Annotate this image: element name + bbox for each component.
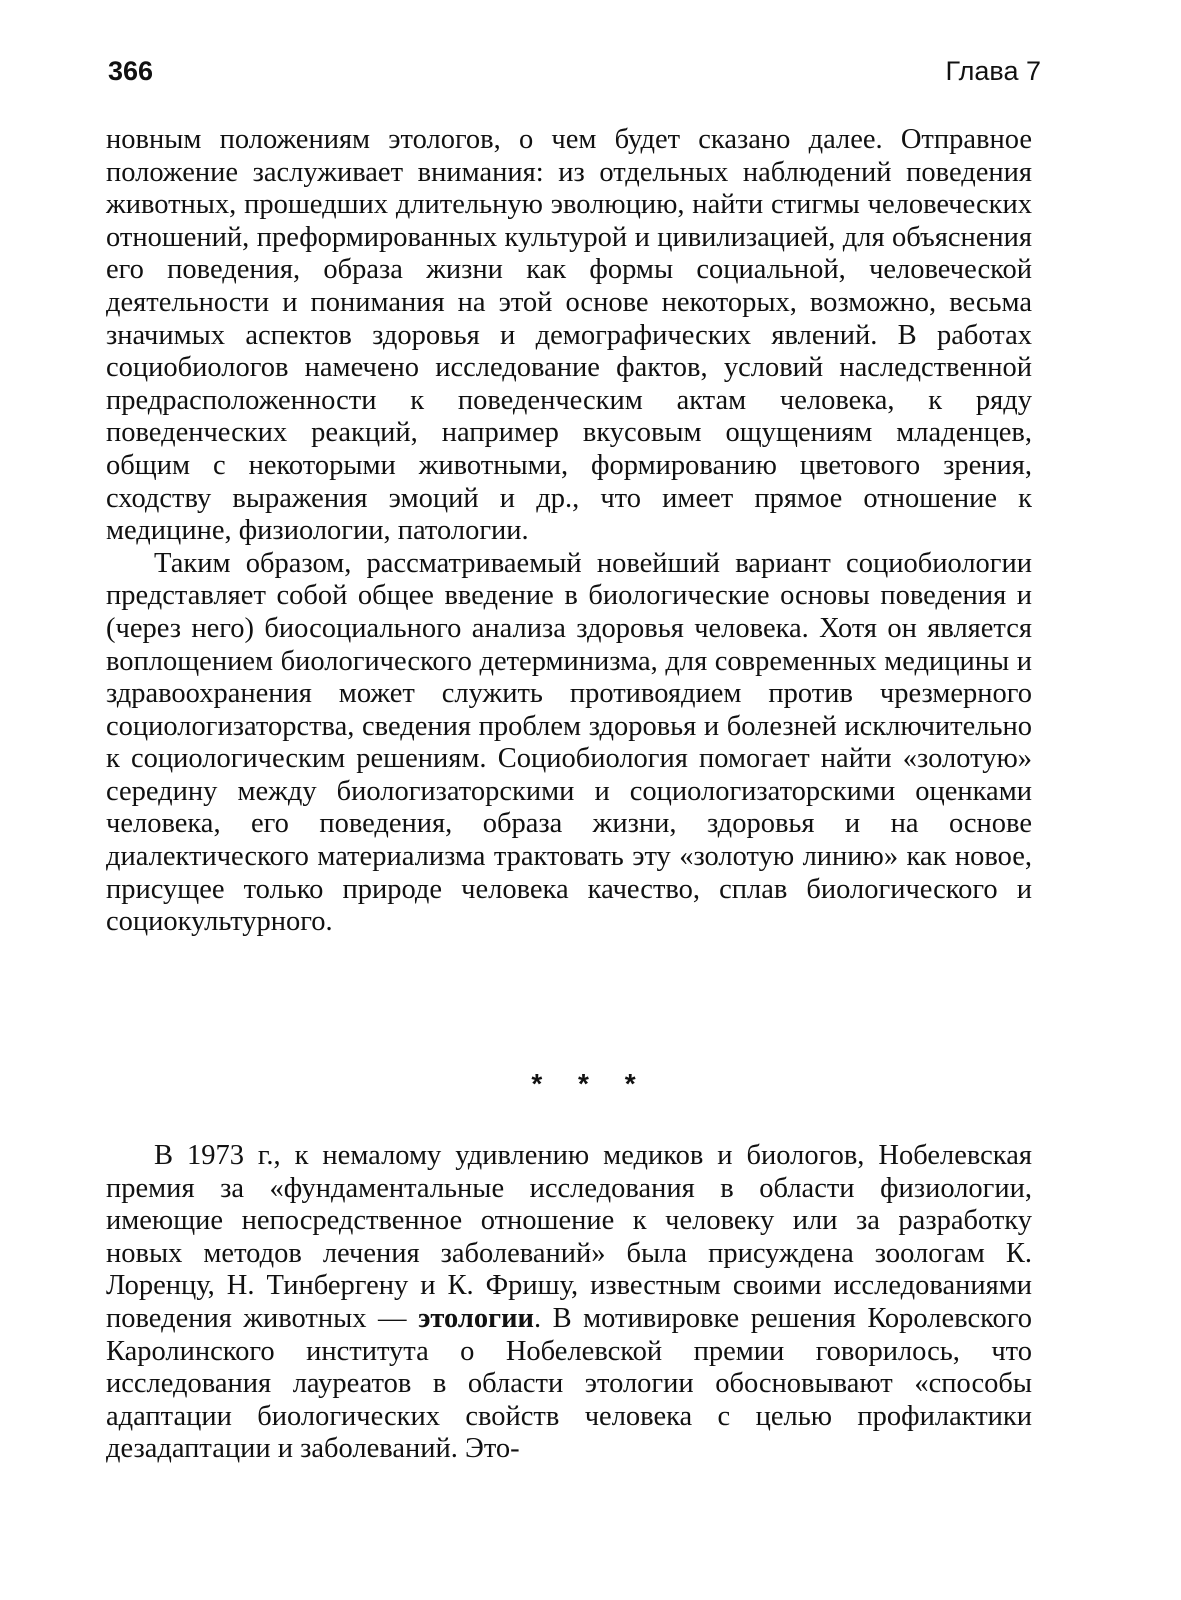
paragraph-nobel-text-after: . В мотивировке решения Королевского Каролинского института о Нобелевской премии говорилось, что исследования лауреатов в области этологии обосновывают «способы адаптации биологических свойств человека с целью профилактики дезадаптации и заболеваний. Это-: [106, 1302, 1033, 1465]
term-ethology: этологии: [418, 1302, 534, 1334]
paragraph-nobel-text-before: В 1973 г., к немалому удивлению медиков и биологов, Нобелевская премия за «фундаментальные исследования в области физиологии, имеющие непосредственное отношение к человеку или за разработку новых методов лечения заболеваний» была присуждена зоологам К. Лоренцу, Н. Тинбергену и К. Фришу, известным своими исследованиями поведения животных —: [106, 1140, 1032, 1334]
paragraph-sociobiology-summary: Таким образом, рассматриваемый новейший вариант социобиологии представляет собой общее введение в биологические основы поведения и (через него) биосоциального анализа здоровья человека. Хотя он является воплощением биологического детерминизма, для современных медицины и здравоохранения может служить противоядием против чрезмерного социологизаторства, сведения проблем здоровья и болезней исключительно к социологическим решениям. Социобиология помогает найти «золотую» середину между биологизаторскими и социологизаторскими оценками человека, его поведения, образа жизни, здоровья и на основе диалектического материализма трактовать эту «золотую линию» как новое, присущее только природе человека качество, сплав биологического и социокультурного.: [106, 547, 1032, 938]
paragraph-continuation: новным положениям этологов, о чем будет сказано далее. Отправное положение заслуживает внимания: из отдельных наблюдений поведения животных, прошедших длительную эволюцию, найти стигмы человеческих отношений, преформированных культурой и цивилизацией, для объяснения его поведения, образа жизни как формы социальной, человеческой деятельности и понимания на этой основе некоторых, возможно, весьма значимых аспектов здоровья и демографических явлений. В работах социобиологов намечено исследование фактов, условий наследственной предрасположенности к поведенческим актам человека, к ряду поведенческих реакций, например вкусовым ощущениям младенцев, общим с некоторыми животными, формированию цветового зрения, сходству выражения эмоций и др., что имеет прямое отношение к медицине, физиологии, патологии.: [106, 124, 1032, 547]
running-header: [108, 56, 1041, 96]
page-number: 366: [108, 56, 154, 86]
chapter-title: Глава 7: [945, 56, 1041, 86]
paragraph-nobel-prize: [106, 1140, 1032, 1466]
section-separator: * * *: [531, 1068, 650, 1099]
main-text: [106, 124, 1032, 939]
new-section-text: [106, 1140, 1032, 1466]
